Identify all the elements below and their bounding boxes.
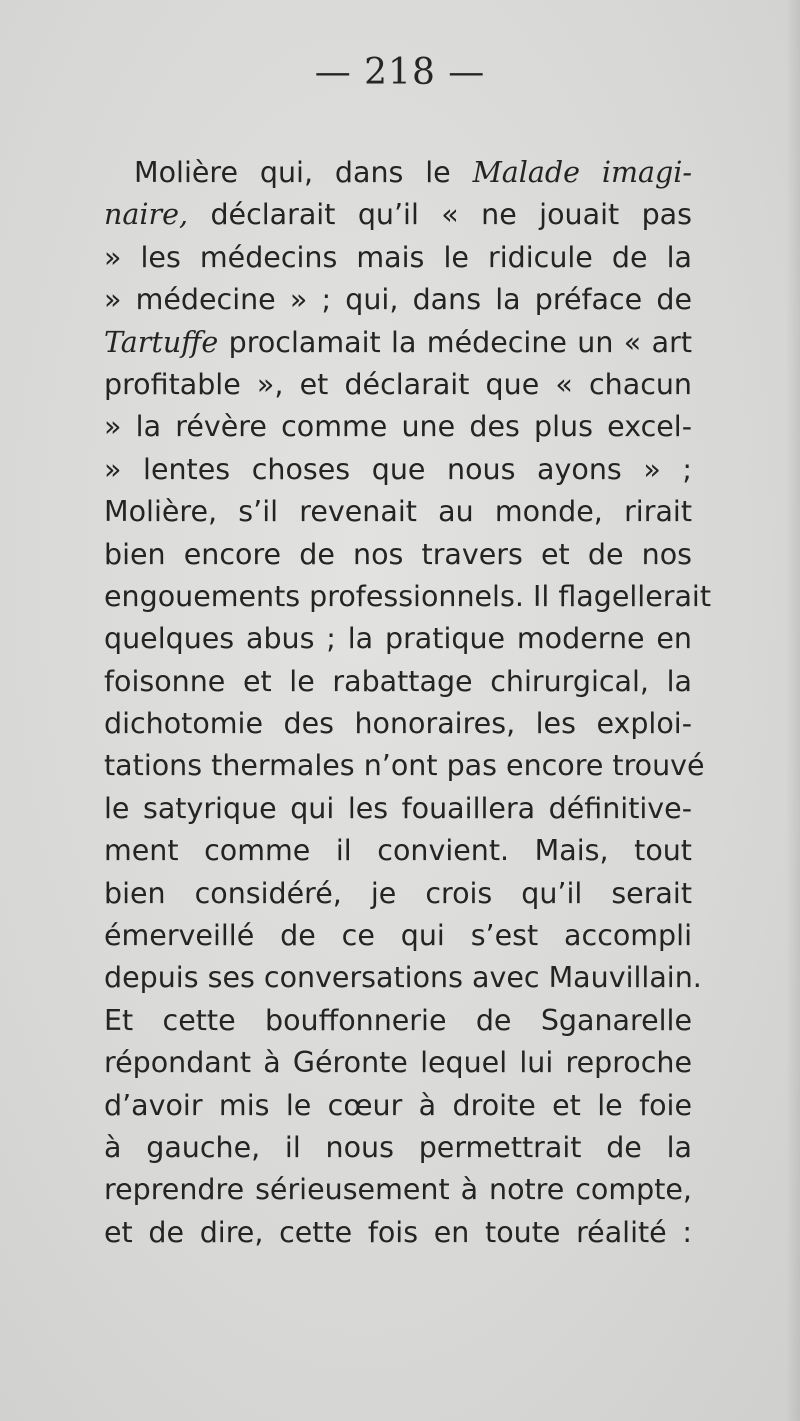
text-line: Tartuffe proclamait la médecine un « art — [104, 325, 692, 359]
text-line: émerveillé de ce qui s’est accompli — [104, 919, 692, 953]
text-line: depuis ses conversations avec Mauvillain. — [104, 961, 702, 995]
text-line: » lentes choses que nous ayons » ; — [104, 452, 692, 486]
text-line: engouements professionnels. Il flagellerait — [104, 579, 712, 613]
text-line: d’avoir mis le cœur à droite et le foie — [104, 1088, 692, 1122]
text-line: reprendre sérieusement à notre compte, — [104, 1173, 692, 1207]
text-line: dichotomie des honoraires, les exploi- — [104, 707, 692, 741]
text-line: » les médecins mais le ridicule de la — [104, 240, 692, 274]
text-line: » médecine » ; qui, dans la préface de — [104, 283, 692, 317]
text-line: tations thermales n’ont pas encore trouvé — [104, 749, 705, 783]
page-number: — 218 — — [314, 52, 486, 93]
body-paragraph — [104, 152, 712, 1254]
text-line: le satyrique qui les fouaillera définitive- — [104, 791, 692, 825]
text-line: et de dire, cette fois en toute réalité : — [104, 1215, 692, 1249]
text-line: bien encore de nos travers et de nos — [104, 537, 692, 571]
text-line: Molière, s’il revenait au monde, rirait — [104, 495, 692, 529]
text-line: répondant à Géronte lequel lui reproche — [104, 1046, 692, 1080]
text-line: Molière qui, dans le Malade imagi- — [134, 156, 693, 189]
text-line: foisonne et le rabattage chirurgical, la — [104, 664, 692, 698]
text-line: » la révère comme une des plus excel- — [104, 410, 692, 444]
text-line: ment comme il convient. Mais, tout — [104, 834, 692, 868]
text-line: à gauche, il nous permettrait de la — [104, 1130, 692, 1164]
text-line: Et cette bouffonnerie de Sganarelle — [104, 1003, 692, 1037]
text-line: naire, déclarait qu’il « ne jouait pas — [104, 198, 692, 232]
text-line: bien considéré, je crois qu’il serait — [104, 876, 692, 910]
text-line: profitable », et déclarait que « chacun — [104, 367, 692, 401]
text-line: quelques abus ; la pratique moderne en — [104, 622, 692, 656]
